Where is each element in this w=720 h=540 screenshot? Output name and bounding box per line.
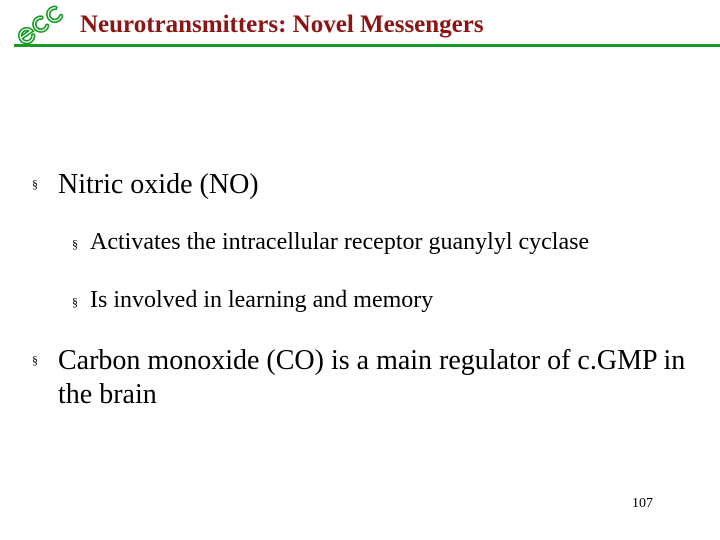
subbullet-marker: § — [72, 295, 78, 309]
page-number: 107 — [632, 496, 653, 511]
bullet-text: Nitric oxide (NO) — [58, 169, 259, 200]
title-underline — [14, 44, 720, 47]
subbullet-marker: § — [72, 237, 78, 251]
ecc-logo — [12, 2, 70, 46]
bullet-marker: § — [32, 353, 38, 367]
subbullet-text: Is involved in learning and memory — [90, 287, 434, 313]
bullet-marker: § — [32, 177, 38, 191]
slide-title: Neurotransmitters: Novel Messengers — [80, 11, 484, 38]
bullet-text: Carbon monoxide (CO) is a main regulator of c.GMP in the brain — [58, 345, 686, 410]
subbullet-text: Activates the intracellular receptor guanylyl cyclase — [90, 229, 590, 255]
